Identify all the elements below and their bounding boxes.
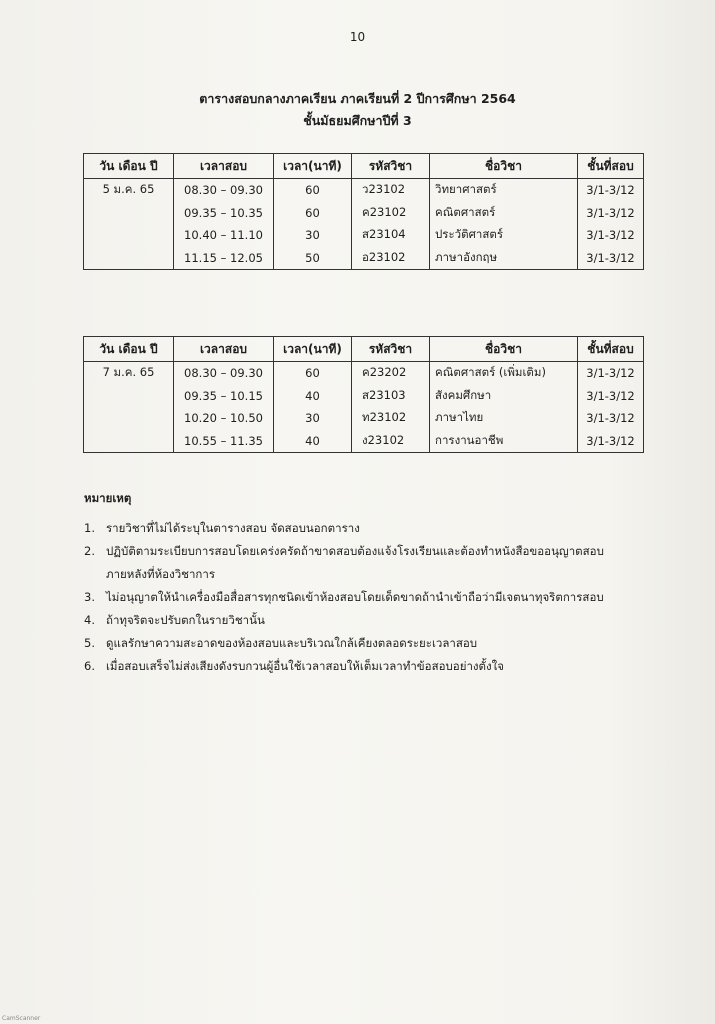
- header-level: ชั้นที่สอบ: [578, 154, 644, 179]
- notes-title: หมายเหตุ: [84, 491, 132, 505]
- header-time: เวลาสอบ: [174, 337, 274, 362]
- notes-section: [84, 490, 684, 678]
- subject-name: คณิตศาสตร์: [430, 202, 578, 225]
- table-header-row: [84, 154, 644, 179]
- exam-duration: 50: [274, 247, 352, 270]
- table-row: [84, 202, 644, 225]
- exam-date-empty: [84, 385, 174, 408]
- header-level: ชั้นที่สอบ: [578, 337, 644, 362]
- exam-date: 5 ม.ค. 65: [84, 179, 174, 202]
- header-duration: เวลา(นาที): [274, 337, 352, 362]
- table-row: [84, 179, 644, 202]
- exam-time: 10.55 – 11.35: [174, 430, 274, 453]
- exam-duration: 30: [274, 224, 352, 247]
- table-header-row: [84, 337, 644, 362]
- exam-time: 08.30 – 09.30: [174, 362, 274, 385]
- header-date: วัน เดือน ปี: [84, 337, 174, 362]
- exam-level: 3/1-3/12: [578, 430, 644, 453]
- exam-date: 7 ม.ค. 65: [84, 362, 174, 385]
- exam-table-2: [83, 336, 644, 453]
- exam-table-1: [83, 153, 644, 270]
- note-text: รายวิชาที่ไม่ได้ระบุในตารางสอบ จัดสอบนอกตาราง: [106, 521, 360, 535]
- note-text: เมื่อสอบเสร็จไม่ส่งเสียงดังรบกวนผู้อื่นใช้เวลาสอบให้เต็มเวลาทำข้อสอบอย่างตั้งใจ: [106, 659, 504, 673]
- note-number: 6.: [84, 659, 95, 673]
- exam-date-empty: [84, 247, 174, 270]
- list-item: [84, 563, 684, 586]
- list-item: [84, 540, 684, 563]
- note-text: ภายหลังที่ห้องวิชาการ: [106, 567, 216, 581]
- exam-level: 3/1-3/12: [578, 407, 644, 430]
- subject-name: ภาษาไทย: [430, 407, 578, 430]
- table-row: [84, 385, 644, 408]
- note-text: ถ้าทุจริตจะปรับตกในรายวิชานั้น: [106, 613, 265, 627]
- subject-code: ส23104: [352, 224, 430, 247]
- exam-date-empty: [84, 224, 174, 247]
- exam-level: 3/1-3/12: [578, 179, 644, 202]
- list-item: [84, 632, 684, 655]
- exam-time: 10.40 – 11.10: [174, 224, 274, 247]
- exam-date-empty: [84, 202, 174, 225]
- subject-code: อ23102: [352, 247, 430, 270]
- exam-level: 3/1-3/12: [578, 362, 644, 385]
- header-subject: ชื่อวิชา: [430, 337, 578, 362]
- list-item: [84, 586, 684, 609]
- exam-time: 09.35 – 10.35: [174, 202, 274, 225]
- table-row: [84, 224, 644, 247]
- note-number: 3.: [84, 590, 95, 604]
- subject-name: ประวัติศาสตร์: [430, 224, 578, 247]
- header-duration: เวลา(นาที): [274, 154, 352, 179]
- exam-time: 10.20 – 10.50: [174, 407, 274, 430]
- subject-code: ท23102: [352, 407, 430, 430]
- table-row: [84, 407, 644, 430]
- subject-name: การงานอาชีพ: [430, 430, 578, 453]
- exam-date-empty: [84, 407, 174, 430]
- exam-level: 3/1-3/12: [578, 202, 644, 225]
- subject-name: ภาษาอังกฤษ: [430, 247, 578, 270]
- subject-code: ว23102: [352, 179, 430, 202]
- table-row: [84, 247, 644, 270]
- exam-duration: 30: [274, 407, 352, 430]
- note-text: ไม่อนุญาตให้นำเครื่องมือสื่อสารทุกชนิดเข้าห้องสอบโดยเด็ดขาดถ้านำเข้าถือว่ามีเจตนาทุจริตการสอบ: [106, 590, 604, 604]
- exam-time: 08.30 – 09.30: [174, 179, 274, 202]
- document-title: [0, 88, 715, 132]
- exam-level: 3/1-3/12: [578, 247, 644, 270]
- exam-duration: 40: [274, 385, 352, 408]
- title-line-2: ชั้นมัธยมศึกษาปีที่ 3: [303, 113, 412, 128]
- list-item: [84, 517, 684, 540]
- exam-time: 11.15 – 12.05: [174, 247, 274, 270]
- table-row: [84, 362, 644, 385]
- header-time: เวลาสอบ: [174, 154, 274, 179]
- subject-code: ง23102: [352, 430, 430, 453]
- title-line-1: ตารางสอบกลางภาคเรียน ภาคเรียนที่ 2 ปีการศึกษา 2564: [199, 91, 516, 106]
- header-code: รหัสวิชา: [352, 154, 430, 179]
- page-number: 10: [349, 30, 366, 44]
- subject-code: ค23102: [352, 202, 430, 225]
- list-item: [84, 609, 684, 632]
- exam-duration: 60: [274, 179, 352, 202]
- header-date: วัน เดือน ปี: [84, 154, 174, 179]
- note-number: 1.: [84, 521, 95, 535]
- note-number: 2.: [84, 544, 95, 558]
- subject-code: ส23103: [352, 385, 430, 408]
- exam-level: 3/1-3/12: [578, 385, 644, 408]
- subject-name: วิทยาศาสตร์: [430, 179, 578, 202]
- list-item: [84, 655, 684, 678]
- table-row: [84, 430, 644, 453]
- scanner-watermark: CamScanner: [2, 1015, 41, 1022]
- note-text: ปฏิบัติตามระเบียบการสอบโดยเคร่งครัดถ้าขาดสอบต้องแจ้งโรงเรียนและต้องทำหนังสือขออนุญาตสอบ: [106, 544, 604, 558]
- header-code: รหัสวิชา: [352, 337, 430, 362]
- note-number: 5.: [84, 636, 95, 650]
- header-subject: ชื่อวิชา: [430, 154, 578, 179]
- exam-time: 09.35 – 10.15: [174, 385, 274, 408]
- subject-name: คณิตศาสตร์ (เพิ่มเติม): [430, 362, 578, 385]
- subject-code: ค23202: [352, 362, 430, 385]
- exam-duration: 60: [274, 362, 352, 385]
- exam-duration: 40: [274, 430, 352, 453]
- exam-duration: 60: [274, 202, 352, 225]
- exam-date-empty: [84, 430, 174, 453]
- note-number: 4.: [84, 613, 95, 627]
- subject-name: สังคมศึกษา: [430, 385, 578, 408]
- note-text: ดูแลรักษาความสะอาดของห้องสอบและบริเวณใกล้เคียงตลอดระยะเวลาสอบ: [106, 636, 478, 650]
- exam-level: 3/1-3/12: [578, 224, 644, 247]
- notes-list: [84, 517, 684, 678]
